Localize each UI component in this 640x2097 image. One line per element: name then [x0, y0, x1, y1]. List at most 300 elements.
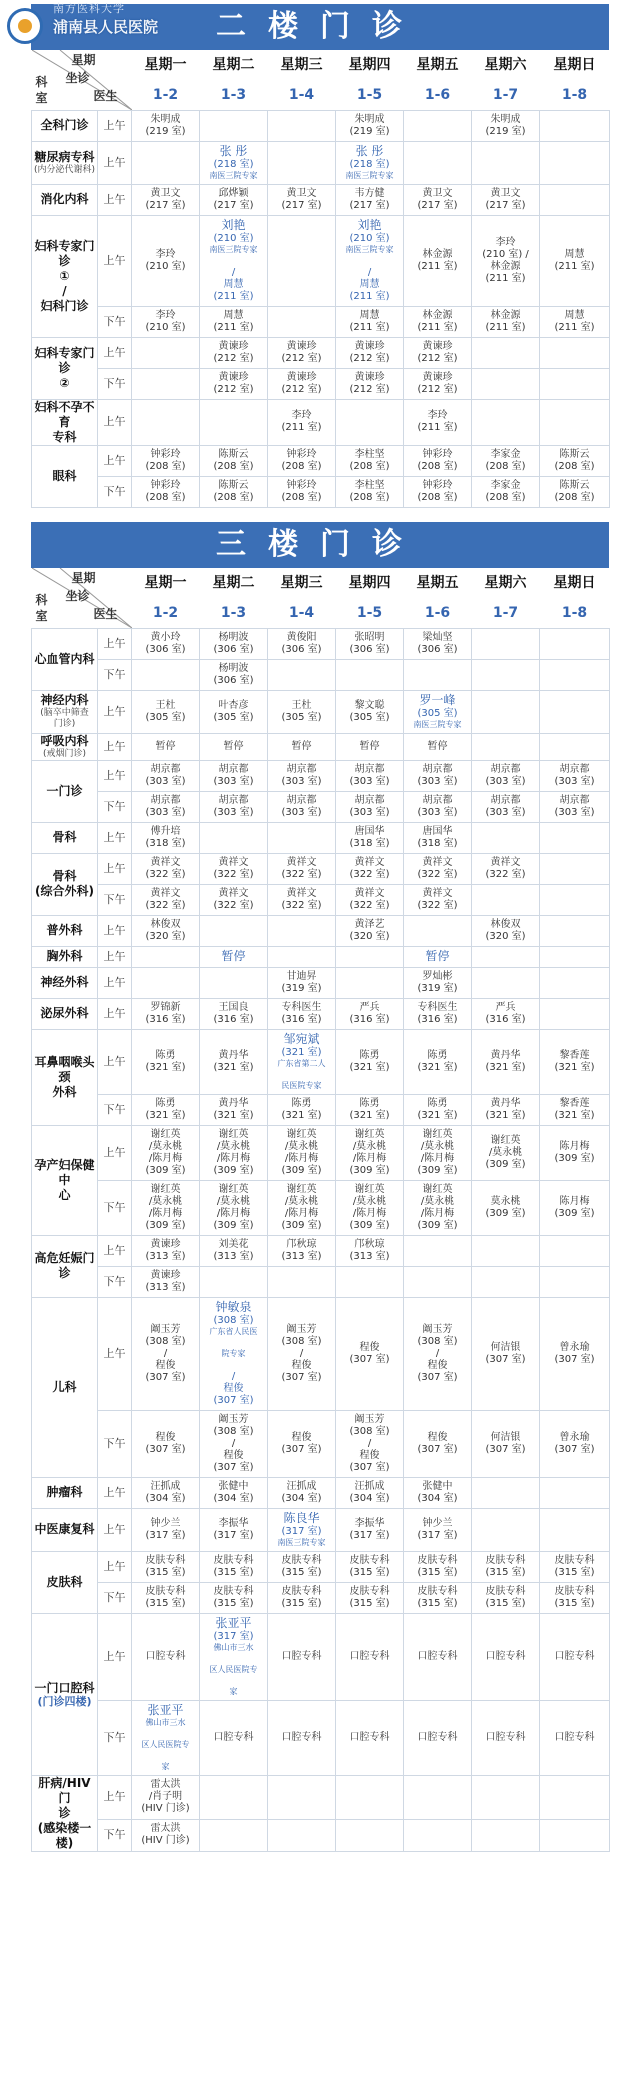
doctor-cell: 陈斯云 (208 室)	[540, 476, 610, 507]
room-code-header: 1-4	[288, 604, 315, 621]
doctor-cell: 林金源 (211 室)	[472, 306, 540, 337]
doctor-cell	[336, 946, 404, 967]
doctor-cell: 胡京都 (303 室)	[404, 791, 472, 822]
doctor-cell	[336, 1266, 404, 1297]
corner-label-k1: 科	[35, 75, 48, 89]
table-row	[32, 1700, 610, 1775]
department-name: 胸外科	[32, 946, 98, 967]
table-row	[32, 1508, 610, 1551]
weekday-header: 星期四	[348, 575, 391, 591]
room-code-header: 1-6	[424, 604, 451, 621]
department-name: 一门口腔科 (门诊四楼)	[32, 1613, 98, 1775]
doctor-cell: 曾永瑜 (307 室)	[540, 1410, 610, 1477]
doctor-cell: 何洁银 (307 室)	[472, 1410, 540, 1477]
doctor-cell: 周慧 (211 室)	[336, 306, 404, 337]
doctor-cell: 暂停	[200, 946, 268, 967]
doctor-cell: 陈月梅 (309 室)	[540, 1125, 610, 1180]
hospital-logo-icon	[7, 8, 43, 44]
doctor-cell: 谢红英 /莫永桃 /陈月梅 (309 室)	[404, 1125, 472, 1180]
department-name: 全科门诊	[32, 110, 98, 141]
doctor-cell	[472, 690, 540, 733]
doctor-cell: 韦方健 (217 室)	[336, 184, 404, 215]
doctor-cell: 皮肤专科 (315 室)	[404, 1582, 472, 1613]
department-name: 心血管内科	[32, 628, 98, 690]
session-period: 上午	[98, 1775, 132, 1819]
room-code-header: 1-4	[288, 86, 315, 103]
doctor-cell: 陈勇 (321 室)	[336, 1029, 404, 1094]
doctor-cell	[540, 690, 610, 733]
table-corner-header	[32, 50, 132, 110]
doctor-cell: 周慧 (211 室)	[540, 306, 610, 337]
doctor-cell	[132, 659, 200, 690]
doctor-cell: 李玲 (211 室)	[268, 399, 336, 445]
doctor-cell: 胡京都 (303 室)	[132, 760, 200, 791]
doctor-cell	[540, 141, 610, 184]
doctor-cell: 胡京都 (303 室)	[404, 760, 472, 791]
doctor-cell: 黄谏珍 (313 室)	[132, 1266, 200, 1297]
doctor-cell	[404, 1775, 472, 1819]
doctor-cell: 黄谏珍 (313 室)	[132, 1235, 200, 1266]
table-row	[32, 1410, 610, 1477]
doctor-cell: 钟彩玲 (208 室)	[132, 476, 200, 507]
doctor-cell: 口腔专科	[132, 1613, 200, 1700]
room-code-header: 1-7	[492, 86, 519, 103]
doctor-cell	[472, 822, 540, 853]
doctor-cell: 黄丹华 (321 室)	[200, 1094, 268, 1125]
doctor-cell: 王杜 (305 室)	[132, 690, 200, 733]
doctor-cell	[540, 399, 610, 445]
doctor-cell	[200, 967, 268, 998]
doctor-cell: 李玲 (211 室)	[404, 399, 472, 445]
doctor-cell	[336, 1775, 404, 1819]
session-period: 上午	[98, 1508, 132, 1551]
doctor-cell: 黎香莲 (321 室)	[540, 1094, 610, 1125]
corner-label-k4: 坐诊	[65, 589, 90, 603]
weekday-header: 星期一	[144, 57, 187, 73]
doctor-cell	[268, 215, 336, 306]
department-name: 妇科专家门诊 ②	[32, 337, 98, 399]
doctor-cell: 暂停	[404, 946, 472, 967]
session-period: 上午	[98, 733, 132, 760]
doctor-cell: 皮肤专科 (315 室)	[132, 1551, 200, 1582]
doctor-cell	[540, 337, 610, 368]
weekday-header: 星期五	[416, 575, 459, 591]
room-code-header: 1-2	[152, 86, 179, 103]
doctor-cell: 李振华 (317 室)	[200, 1508, 268, 1551]
floor2-banner	[31, 4, 609, 50]
session-period: 下午	[98, 476, 132, 507]
doctor-cell: 皮肤专科 (315 室)	[404, 1551, 472, 1582]
doctor-cell: 黄祥文 (322 室)	[268, 884, 336, 915]
doctor-cell: 黄卫文 (217 室)	[404, 184, 472, 215]
department-name: 耳鼻咽喉头颈 外科	[32, 1029, 98, 1125]
doctor-cell: 梁灿坚 (306 室)	[404, 628, 472, 659]
doctor-cell: 黄谏珍 (212 室)	[200, 337, 268, 368]
doctor-cell: 朱明成 (219 室)	[132, 110, 200, 141]
doctor-cell	[472, 1477, 540, 1508]
doctor-cell	[540, 853, 610, 884]
doctor-cell: 口腔专科	[540, 1613, 610, 1700]
doctor-cell	[472, 1819, 540, 1851]
doctor-cell: 口腔专科	[404, 1700, 472, 1775]
doctor-cell: 胡京都 (303 室)	[268, 760, 336, 791]
doctor-cell: 程俊 (307 室)	[132, 1410, 200, 1477]
corner-label-k3: 星期	[71, 53, 96, 67]
doctor-cell: 李玲 (210 室)	[132, 215, 200, 306]
table-row	[32, 1819, 610, 1851]
doctor-cell	[200, 399, 268, 445]
session-period: 上午	[98, 141, 132, 184]
doctor-cell	[472, 1775, 540, 1819]
doctor-cell: 陈勇 (321 室)	[132, 1094, 200, 1125]
room-code-header: 1-5	[356, 604, 383, 621]
doctor-cell: 曾永瑜 (307 室)	[540, 1297, 610, 1410]
doctor-cell: 胡京都 (303 室)	[200, 760, 268, 791]
doctor-cell: 朱明成 (219 室)	[472, 110, 540, 141]
doctor-cell: 林俊双 (320 室)	[132, 915, 200, 946]
session-period: 下午	[98, 1410, 132, 1477]
doctor-cell: 皮肤专科 (315 室)	[200, 1551, 268, 1582]
doctor-cell: 汪抓成 (304 室)	[132, 1477, 200, 1508]
doctor-cell	[540, 628, 610, 659]
doctor-cell	[540, 184, 610, 215]
session-period: 下午	[98, 884, 132, 915]
floor3-section	[31, 522, 609, 1852]
doctor-cell	[540, 1235, 610, 1266]
doctor-cell: 张 彤 (218 室) 南医三院专家	[200, 141, 268, 184]
department-name: 普外科	[32, 915, 98, 946]
doctor-cell: 李柱坚 (208 室)	[336, 445, 404, 476]
department-name: 妇科不孕不育 专科	[32, 399, 98, 445]
doctor-cell: 罗锦新 (316 室)	[132, 998, 200, 1029]
doctor-cell: 口腔专科	[200, 1700, 268, 1775]
department-name: 妇科专家门诊 ① / 妇科门诊	[32, 215, 98, 337]
doctor-cell: 钟彩玲 (208 室)	[404, 445, 472, 476]
doctor-cell	[540, 659, 610, 690]
doctor-cell: 黄祥文 (322 室)	[268, 853, 336, 884]
doctor-cell	[472, 946, 540, 967]
doctor-cell	[540, 946, 610, 967]
doctor-cell: 李家金 (208 室)	[472, 445, 540, 476]
table-row	[32, 1297, 610, 1410]
doctor-cell	[132, 141, 200, 184]
doctor-cell	[200, 110, 268, 141]
weekday-header: 星期一	[144, 575, 187, 591]
doctor-cell: 傅升培 (318 室)	[132, 822, 200, 853]
doctor-cell: 陈勇 (321 室)	[404, 1029, 472, 1094]
doctor-cell: 程俊 (307 室)	[268, 1410, 336, 1477]
department-name: 皮肤科	[32, 1551, 98, 1613]
department-name: 泌尿外科	[32, 998, 98, 1029]
session-period: 下午	[98, 368, 132, 399]
doctor-cell: 黄卫文 (217 室)	[472, 184, 540, 215]
doctor-cell: 李振华 (317 室)	[336, 1508, 404, 1551]
floor3-banner	[31, 522, 609, 568]
weekday-header: 星期三	[280, 57, 323, 73]
session-period: 上午	[98, 628, 132, 659]
department-name: 孕产妇保健中 心	[32, 1125, 98, 1235]
table-row	[32, 476, 610, 507]
weekday-header: 星期日	[553, 575, 596, 591]
doctor-cell: 钟敏泉 (308 室) 广东省人民医 院专家 / 程俊 (307 室)	[200, 1297, 268, 1410]
room-code-header: 1-3	[220, 604, 247, 621]
doctor-cell	[540, 822, 610, 853]
session-period: 上午	[98, 760, 132, 791]
table-row	[32, 337, 610, 368]
floor2-schedule-table	[31, 50, 610, 508]
doctor-cell	[472, 733, 540, 760]
doctor-cell: 黄卫文 (217 室)	[132, 184, 200, 215]
table-row	[32, 141, 610, 184]
department-name: 眼科	[32, 445, 98, 507]
doctor-cell	[472, 368, 540, 399]
table-row	[32, 884, 610, 915]
doctor-cell: 张健中 (304 室)	[200, 1477, 268, 1508]
doctor-cell: 程俊 (307 室)	[336, 1297, 404, 1410]
corner-label-k3: 星期	[71, 571, 96, 585]
doctor-cell: 邝秋琼 (313 室)	[336, 1235, 404, 1266]
weekday-header: 星期四	[348, 57, 391, 73]
doctor-cell	[336, 399, 404, 445]
doctor-cell	[404, 915, 472, 946]
session-period: 上午	[98, 215, 132, 306]
session-period: 下午	[98, 659, 132, 690]
doctor-cell: 皮肤专科 (315 室)	[268, 1582, 336, 1613]
doctor-cell: 黄小玲 (306 室)	[132, 628, 200, 659]
doctor-cell: 刘艳 (210 室) 南医三院专家 / 周慧 (211 室)	[200, 215, 268, 306]
doctor-cell: 口腔专科	[472, 1700, 540, 1775]
doctor-cell: 黄谏珍 (212 室)	[268, 368, 336, 399]
doctor-cell: 谢红英 /莫永桃 (309 室)	[472, 1125, 540, 1180]
doctor-cell: 口腔专科	[336, 1613, 404, 1700]
session-period: 下午	[98, 1266, 132, 1297]
doctor-cell: 李家金 (208 室)	[472, 476, 540, 507]
session-period: 下午	[98, 791, 132, 822]
doctor-cell: 朱明成 (219 室)	[336, 110, 404, 141]
doctor-cell: 谢红英 /莫永桃 /陈月梅 (309 室)	[336, 1180, 404, 1235]
weekday-header: 星期六	[484, 575, 527, 591]
doctor-cell: 唐国华 (318 室)	[336, 822, 404, 853]
doctor-cell: 钟彩玲 (208 室)	[132, 445, 200, 476]
doctor-cell	[200, 822, 268, 853]
doctor-cell: 暂停	[132, 733, 200, 760]
corner-label-k2: 室	[35, 91, 48, 105]
table-corner-header	[32, 568, 132, 628]
doctor-cell: 胡京都 (303 室)	[472, 760, 540, 791]
doctor-cell: 阚玉芳 (308 室) / 程俊 (307 室)	[268, 1297, 336, 1410]
doctor-cell: 口腔专科	[540, 1700, 610, 1775]
department-name: 儿科	[32, 1297, 98, 1477]
doctor-cell	[404, 1819, 472, 1851]
hospital-subtitle: 南方医科大学	[53, 2, 125, 15]
doctor-cell	[540, 998, 610, 1029]
table-row	[32, 915, 610, 946]
doctor-cell	[540, 967, 610, 998]
table-row	[32, 1613, 610, 1700]
department-name: 消化内科	[32, 184, 98, 215]
doctor-cell: 刘艳 (210 室) 南医三院专家 / 周慧 (211 室)	[336, 215, 404, 306]
doctor-cell	[268, 141, 336, 184]
doctor-cell: 陈月梅 (309 室)	[540, 1180, 610, 1235]
doctor-cell	[404, 141, 472, 184]
doctor-cell: 陈斯云 (208 室)	[200, 445, 268, 476]
doctor-cell: 皮肤专科 (315 室)	[472, 1582, 540, 1613]
doctor-cell	[132, 399, 200, 445]
doctor-cell	[472, 1266, 540, 1297]
doctor-cell: 黄丹华 (321 室)	[472, 1029, 540, 1094]
session-period: 上午	[98, 853, 132, 884]
doctor-cell: 胡京都 (303 室)	[268, 791, 336, 822]
doctor-cell: 林金源 (211 室)	[404, 306, 472, 337]
doctor-cell: 张亚平 (317 室) 佛山市三水 区人民医院专 家	[200, 1613, 268, 1700]
doctor-cell	[472, 628, 540, 659]
doctor-cell: 罗灿彬 (319 室)	[404, 967, 472, 998]
session-period: 上午	[98, 1297, 132, 1410]
corner-label-k4: 坐诊	[65, 71, 90, 85]
doctor-cell	[268, 946, 336, 967]
department-name: 中医康复科	[32, 1508, 98, 1551]
session-period: 上午	[98, 1477, 132, 1508]
doctor-cell: 皮肤专科 (315 室)	[540, 1551, 610, 1582]
table-row	[32, 1266, 610, 1297]
doctor-cell	[472, 141, 540, 184]
doctor-cell: 黄谏珍 (212 室)	[200, 368, 268, 399]
doctor-cell: 口腔专科	[268, 1700, 336, 1775]
doctor-cell: 周慧 (211 室)	[540, 215, 610, 306]
doctor-cell	[472, 1508, 540, 1551]
session-period: 上午	[98, 337, 132, 368]
table-row	[32, 110, 610, 141]
doctor-cell	[472, 967, 540, 998]
doctor-cell	[336, 659, 404, 690]
doctor-cell: 林金源 (211 室)	[404, 215, 472, 306]
doctor-cell: 刘美花 (313 室)	[200, 1235, 268, 1266]
doctor-cell: 胡京都 (303 室)	[540, 791, 610, 822]
doctor-cell: 邹宛斌 (321 室) 广东省第二人 民医院专家	[268, 1029, 336, 1094]
session-period: 上午	[98, 1551, 132, 1582]
session-period: 下午	[98, 1700, 132, 1775]
corner-label-k1: 科	[35, 593, 48, 607]
doctor-cell: 黄祥文 (322 室)	[200, 853, 268, 884]
doctor-cell: 暂停	[404, 733, 472, 760]
room-code-header: 1-3	[220, 86, 247, 103]
doctor-cell: 黄祥文 (322 室)	[404, 884, 472, 915]
room-code-header: 1-6	[424, 86, 451, 103]
department-name: 肝病/HIV 门 诊 (感染楼一楼)	[32, 1775, 98, 1851]
doctor-cell: 汪抓成 (304 室)	[268, 1477, 336, 1508]
doctor-cell	[268, 915, 336, 946]
table-row	[32, 184, 610, 215]
doctor-cell	[404, 1266, 472, 1297]
doctor-cell: 陈斯云 (208 室)	[200, 476, 268, 507]
hospital-name: 浦南县人民医院	[53, 18, 159, 36]
doctor-cell: 黄丹华 (321 室)	[472, 1094, 540, 1125]
session-period: 上午	[98, 915, 132, 946]
weekday-header: 星期二	[212, 57, 255, 73]
table-row	[32, 368, 610, 399]
session-period: 上午	[98, 1125, 132, 1180]
corner-label-k2: 室	[35, 609, 48, 623]
doctor-cell	[540, 1508, 610, 1551]
session-period: 上午	[98, 184, 132, 215]
doctor-cell	[540, 110, 610, 141]
doctor-cell	[268, 1775, 336, 1819]
doctor-cell: 张健中 (304 室)	[404, 1477, 472, 1508]
session-period: 上午	[98, 1613, 132, 1700]
department-name: 呼吸内科 (戒烟门诊)	[32, 733, 98, 760]
doctor-cell: 黄祥文 (322 室)	[404, 853, 472, 884]
doctor-cell: 黄祥文 (322 室)	[336, 884, 404, 915]
table-row	[32, 1582, 610, 1613]
doctor-cell: 钟彩玲 (208 室)	[404, 476, 472, 507]
doctor-cell: 王国良 (316 室)	[200, 998, 268, 1029]
doctor-cell: 雷太洪 /肖子明 (HIV 门诊)	[132, 1775, 200, 1819]
doctor-cell: 汪抓成 (304 室)	[336, 1477, 404, 1508]
doctor-cell: 谢红英 /莫永桃 /陈月梅 (309 室)	[132, 1125, 200, 1180]
doctor-cell: 李玲 (210 室)	[132, 306, 200, 337]
table-row	[32, 998, 610, 1029]
doctor-cell: 钟少兰 (317 室)	[404, 1508, 472, 1551]
doctor-cell: 甘迪昇 (319 室)	[268, 967, 336, 998]
doctor-cell: 口腔专科	[404, 1613, 472, 1700]
table-row	[32, 946, 610, 967]
weekday-header: 星期日	[553, 57, 596, 73]
doctor-cell	[200, 1775, 268, 1819]
doctor-cell: 谢红英 /莫永桃 /陈月梅 (309 室)	[404, 1180, 472, 1235]
corner-label-k5: 医生	[93, 607, 118, 621]
doctor-cell: 黄俊阳 (306 室)	[268, 628, 336, 659]
floor2-section	[31, 4, 609, 508]
doctor-cell	[200, 915, 268, 946]
doctor-cell: 阚玉芳 (308 室) / 程俊 (307 室)	[200, 1410, 268, 1477]
doctor-cell: 黄谏珍 (212 室)	[336, 337, 404, 368]
table-row	[32, 1235, 610, 1266]
doctor-cell	[472, 884, 540, 915]
doctor-cell: 周慧 (211 室)	[200, 306, 268, 337]
doctor-cell: 专科医生 (316 室)	[268, 998, 336, 1029]
table-row	[32, 760, 610, 791]
session-period: 上午	[98, 998, 132, 1029]
doctor-cell	[540, 1477, 610, 1508]
doctor-cell: 阚玉芳 (308 室) / 程俊 (307 室)	[336, 1410, 404, 1477]
doctor-cell: 钟彩玲 (208 室)	[268, 445, 336, 476]
doctor-cell: 程俊 (307 室)	[404, 1410, 472, 1477]
doctor-cell: 唐国华 (318 室)	[404, 822, 472, 853]
table-row	[32, 1180, 610, 1235]
doctor-cell: 黄谏珍 (212 室)	[268, 337, 336, 368]
room-code-header: 1-8	[561, 604, 588, 621]
doctor-cell	[540, 368, 610, 399]
department-name: 神经外科	[32, 967, 98, 998]
doctor-cell	[200, 1266, 268, 1297]
doctor-cell: 阚玉芳 (308 室) / 程俊 (307 室)	[404, 1297, 472, 1410]
session-period: 上午	[98, 822, 132, 853]
session-period: 上午	[98, 110, 132, 141]
weekday-header: 星期三	[280, 575, 323, 591]
doctor-cell: 胡京都 (303 室)	[472, 791, 540, 822]
weekday-header: 星期二	[212, 575, 255, 591]
doctor-cell: 谢红英 /莫永桃 /陈月梅 (309 室)	[132, 1180, 200, 1235]
doctor-cell	[404, 659, 472, 690]
doctor-cell	[268, 306, 336, 337]
table-row	[32, 1029, 610, 1094]
doctor-cell	[132, 337, 200, 368]
session-period: 上午	[98, 1029, 132, 1094]
doctor-cell: 王杜 (305 室)	[268, 690, 336, 733]
doctor-cell: 陈良华 (317 室) 南医三院专家	[268, 1508, 336, 1551]
doctor-cell: 胡京都 (303 室)	[200, 791, 268, 822]
doctor-cell: 黄谏珍 (212 室)	[336, 368, 404, 399]
